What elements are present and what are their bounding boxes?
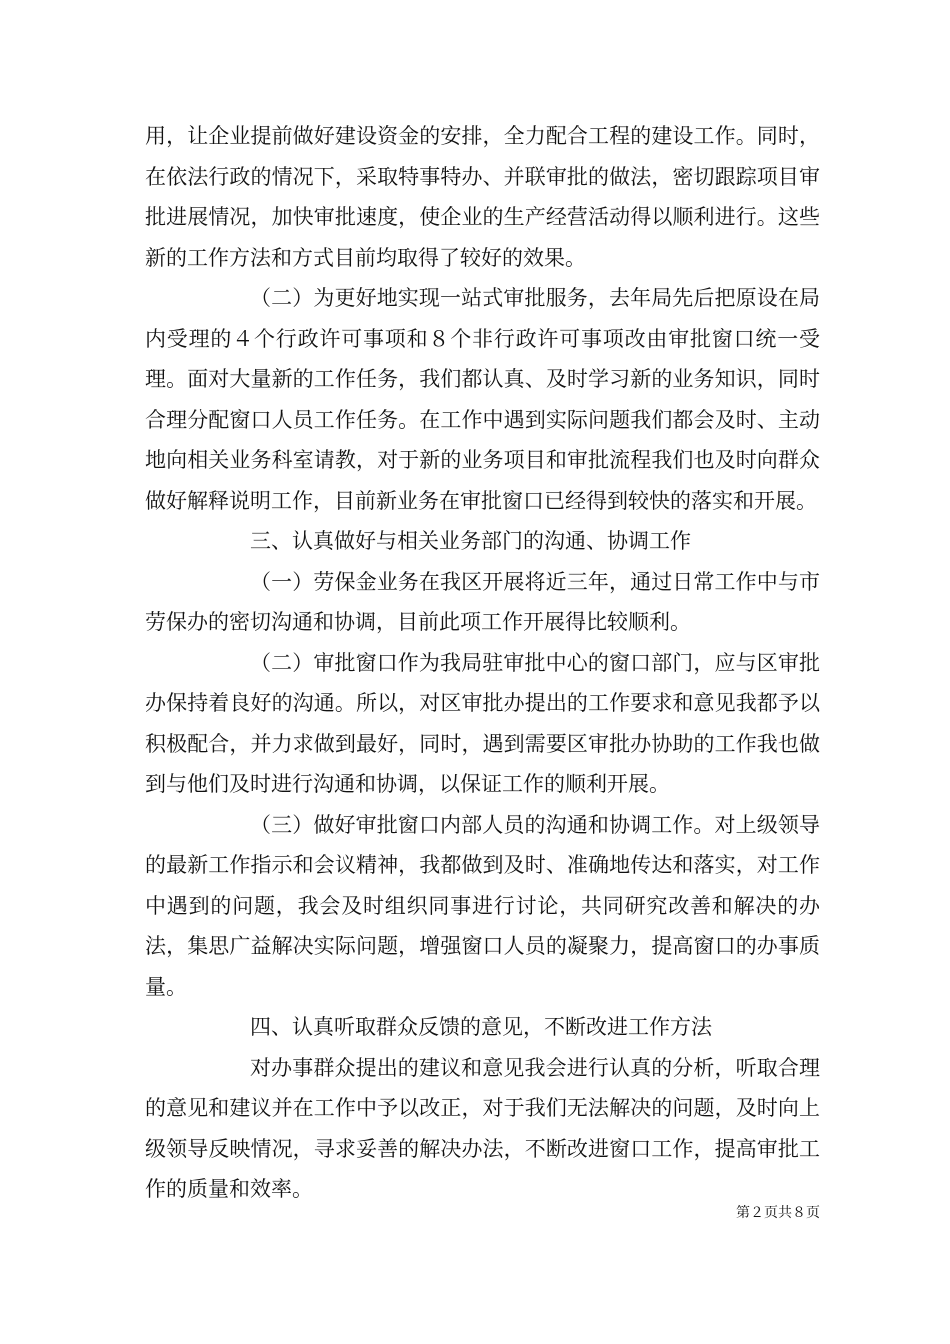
paragraph-window-service: （二）为更好地实现一站式审批服务，去年局先后把原设在局内受理的４个行政许可事项和８个非行政许可事项改由审批窗口统一受理。面对大量新的工作任务，我们都认真、及时学习新的业务知识，同时合理分配窗口人员工作任务。在工作中遇到实际问题我们都会及时、主动地向相关业务科室请教，对于新的业务项目和审批流程我们也及时向群众做好解释说明工作，目前新业务在审批窗口已经得到较快的落实和开展。: [145, 286, 820, 513]
section-heading-four: 四、认真听取群众反馈的意见，不断改进工作方法: [250, 1015, 712, 1039]
section-heading-three: 三、认真做好与相关业务部门的沟通、协调工作: [250, 529, 691, 553]
document-body: [145, 116, 820, 1210]
page-number: 第２页共８页: [736, 1205, 820, 1221]
paragraph-labor-insurance: （一）劳保金业务在我区开展将近三年，通过日常工作中与市劳保办的密切沟通和协调，目前此项工作开展得比较顺利。: [145, 569, 820, 634]
paragraph-district-approval-office: （二）审批窗口作为我局驻审批中心的窗口部门，应与区审批办保持着良好的沟通。所以，对区审批办提出的工作要求和意见我都予以积极配合，并力求做到最好，同时，遇到需要区审批办协助的工作我也做到与他们及时进行沟通和协调，以保证工作的顺利开展。: [145, 650, 820, 796]
paragraph-continuation: 用，让企业提前做好建设资金的安排，全力配合工程的建设工作。同时，在依法行政的情况下，采取特事特办、并联审批的做法，密切跟踪项目审批进展情况，加快审批速度，使企业的生产经营活动得以顺利进行。这些新的工作方法和方式目前均取得了较好的效果。: [145, 124, 820, 270]
paragraph-internal-communication: （三）做好审批窗口内部人员的沟通和协调工作。对上级领导的最新工作指示和会议精神，我都做到及时、准确地传达和落实，对工作中遇到的问题，我会及时组织同事进行讨论，共同研究改善和解决的办法，集思广益解决实际问题，增强窗口人员的凝聚力，提高窗口的办事质量。: [145, 812, 820, 999]
paragraph-public-feedback: 对办事群众提出的建议和意见我会进行认真的分析，听取合理的意见和建议并在工作中予以改正，对于我们无法解决的问题，及时向上级领导反映情况，寻求妥善的解决办法，不断改进窗口工作，提高审批工作的质量和效率。: [145, 1055, 820, 1201]
